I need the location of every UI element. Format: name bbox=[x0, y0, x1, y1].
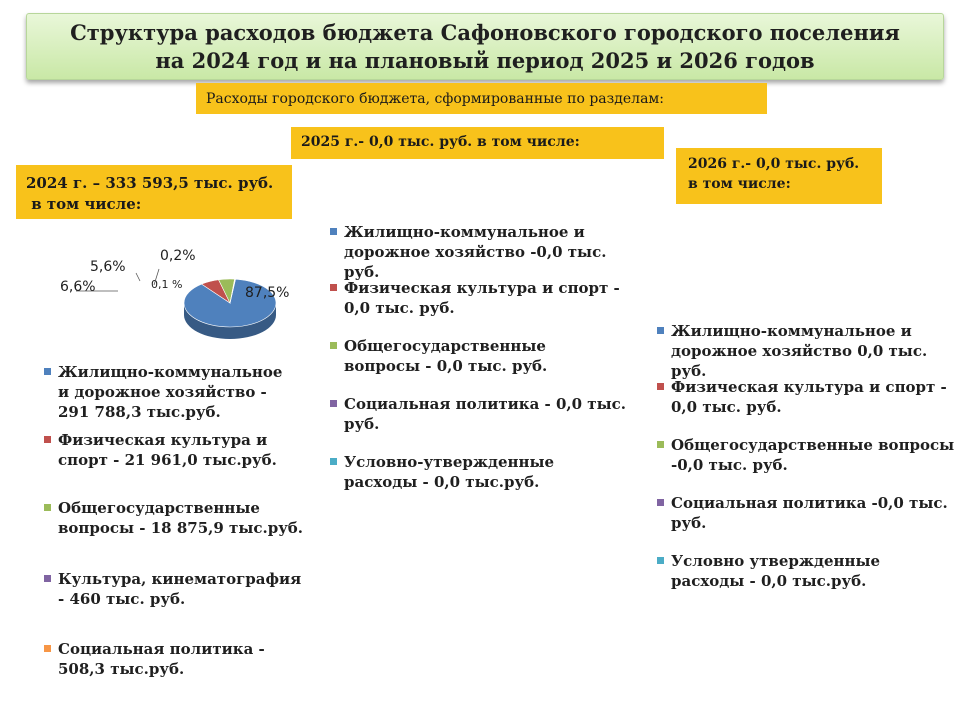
legend-text: Общегосударственные вопросы -0,0 тыс. руб. bbox=[671, 436, 955, 474]
legend-swatch bbox=[330, 228, 337, 235]
header-2024: 2024 г. – 333 593,5 тыс. руб. в том числе: bbox=[16, 165, 292, 219]
legend-text: Физическая культура и спорт - 21 961,0 тыс.руб. bbox=[58, 431, 277, 469]
pie-data-label: 0,2% bbox=[160, 248, 196, 264]
legend-text: Условно утвержденные расходы - 0,0 тыс.руб. bbox=[671, 552, 881, 590]
legend-swatch bbox=[657, 499, 664, 506]
legend-swatch bbox=[330, 284, 337, 291]
legend-swatch bbox=[657, 557, 664, 564]
legend-text: Физическая культура и спорт - 0,0 тыс. руб. bbox=[344, 279, 620, 317]
section-subtitle: Расходы городского бюджета, сформированные по разделам: bbox=[196, 83, 767, 114]
legend-text: Жилищно-коммунальное и дорожное хозяйство 0,0 тыс. руб. bbox=[671, 322, 928, 380]
legend-text: Физическая культура и спорт - 0,0 тыс. руб. bbox=[671, 378, 947, 416]
legend-text: Общегосударственные вопросы - 0,0 тыс. руб. bbox=[344, 337, 548, 375]
pie-data-label: 0,1 % bbox=[151, 278, 183, 291]
pie-data-label: 6,6% bbox=[60, 279, 96, 295]
pie-leader-line bbox=[136, 273, 140, 281]
legend-swatch bbox=[657, 441, 664, 448]
legend-text: Социальная политика - 0,0 тыс. руб. bbox=[344, 395, 626, 433]
header-2026: 2026 г.- 0,0 тыс. руб. в том числе: bbox=[676, 148, 882, 204]
header-2025: 2025 г.- 0,0 тыс. руб. в том числе: bbox=[291, 127, 664, 159]
legend-text: Жилищно-коммунальное и дорожное хозяйство - 291 788,3 тыс.руб. bbox=[58, 363, 283, 421]
page-title: Структура расходов бюджета Сафоновского городского поселения на 2024 год и на плановый период 2025 и 2026 годов bbox=[26, 13, 944, 80]
legend-2025 bbox=[330, 222, 630, 502]
pie-chart-2024 bbox=[60, 245, 320, 365]
legend-text: Условно-утвержденные расходы - 0,0 тыс.руб. bbox=[344, 453, 555, 491]
legend-swatch bbox=[44, 575, 51, 582]
pie-data-label: 87,5% bbox=[245, 285, 290, 301]
legend-text: Культура, кинематография - 460 тыс. руб. bbox=[58, 570, 302, 608]
legend-swatch bbox=[657, 327, 664, 334]
legend-swatch bbox=[330, 458, 337, 465]
legend-swatch bbox=[330, 342, 337, 349]
legend-text: Жилищно-коммунальное и дорожное хозяйство -0,0 тыс. руб. bbox=[344, 223, 607, 281]
legend-2024 bbox=[44, 362, 314, 692]
legend-swatch bbox=[657, 383, 664, 390]
legend-2026 bbox=[657, 321, 957, 601]
legend-swatch bbox=[44, 645, 51, 652]
legend-swatch bbox=[330, 400, 337, 407]
legend-text: Общегосударственные вопросы - 18 875,9 тыс.руб. bbox=[58, 499, 304, 537]
pie-data-label: 5,6% bbox=[90, 259, 126, 275]
legend-text: Социальная политика -0,0 тыс. руб. bbox=[671, 494, 948, 532]
legend-swatch bbox=[44, 368, 51, 375]
legend-text: Социальная политика - 508,3 тыс.руб. bbox=[58, 640, 265, 678]
legend-swatch bbox=[44, 504, 51, 511]
legend-swatch bbox=[44, 436, 51, 443]
